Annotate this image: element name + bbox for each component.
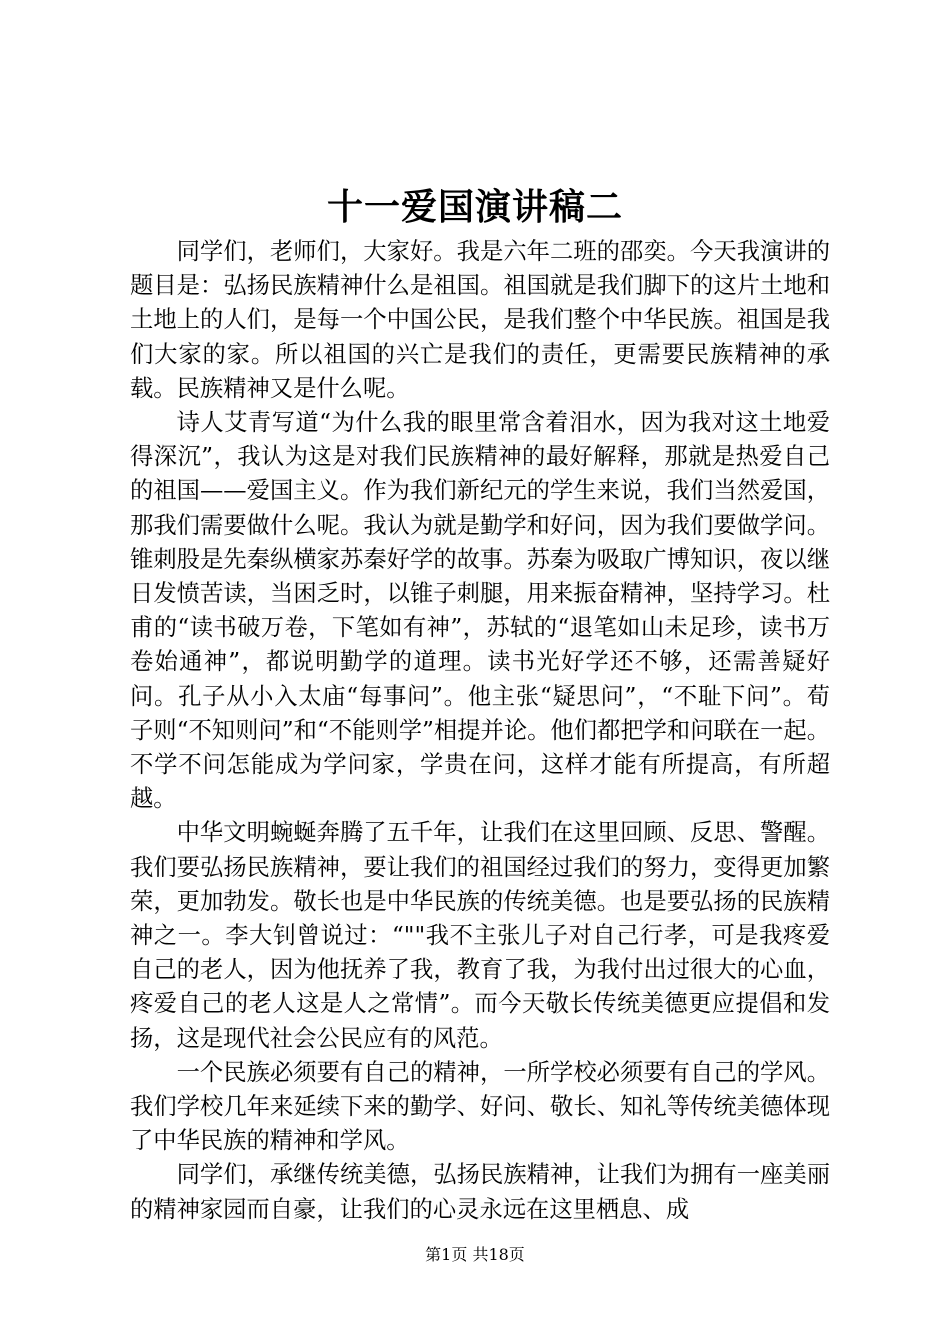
paragraph-1: 同学们，老师们，大家好。我是六年二班的邵奕。今天我演讲的题目是：弘扬民族精神什么是祖国。祖国就是我们脚下的这片土地和土地上的人们，是每一个中国公民，是我们整个中华民族。祖国是我们大家的家。所以祖国的兴亡是我们的责任，更需要民族精神的承载。民族精神又是什么呢。	[130, 238, 830, 402]
paragraph-3: 中华文明蜿蜒奔腾了五千年，让我们在这里回顾、反思、警醒。我们要弘扬民族精神，要让我们的祖国经过我们的努力，变得更加繁荣，更加勃发。敬长也是中华民族的传统美德。也是要弘扬的民族精神之一。李大钊曾说过：“""我不主张儿子对自己行孝，可是我疼爱自己的老人，因为他抚养了我，教育了我，为我付出过很大的心血，疼爱自己的老人这是人之常情”。而今天敬长传统美德更应提倡和发扬，这是现代社会公民应有的风范。	[130, 819, 830, 1052]
paragraph-5: 同学们，承继传统美德，弘扬民族精神，让我们为拥有一座美丽的精神家园而自豪，让我们的心灵永远在这里栖息、成	[130, 1161, 830, 1223]
document-body	[130, 235, 830, 1227]
document-title: 十一爱国演讲稿二	[326, 186, 623, 228]
paragraph-4: 一个民族必须要有自己的精神，一所学校必须要有自己的学风。我们学校几年来延续下来的勤学、好问、敬长、知礼等传统美德体现了中华民族的精神和学风。	[130, 1058, 830, 1155]
paragraph-2: 诗人艾青写道“为什么我的眼里常含着泪水，因为我对这土地爱得深沉”，我认为这是对我们民族精神的最好解释，那就是热爱自己的祖国——爱国主义。作为我们新纪元的学生来说，我们当然爱国，那我们需要做什么呢。我认为就是勤学和好问，因为我们要做学问。锥刺股是先秦纵横家苏秦好学的故事。苏秦为吸取广博知识，夜以继日发愤苦读，当困乏时，以锥子刺腿，用来振奋精神，坚持学习。杜甫的“读书破万卷，下笔如有神”，苏轼的“退笔如山未足珍，读书万卷始通神”，都说明勤学的道理。读书光好学还不够，还需善疑好问。孔子从小入太庙“每事问”。他主张“疑思问”，“不耻下问”。荀子则“不知则问”和“不能则学”相提并论。他们都把学和问联在一起。不学不问怎能成为学问家，学贵在问，这样才能有所提高，有所超越。	[130, 409, 830, 813]
page-number-footer: 第1页 共18页	[425, 1245, 525, 1264]
